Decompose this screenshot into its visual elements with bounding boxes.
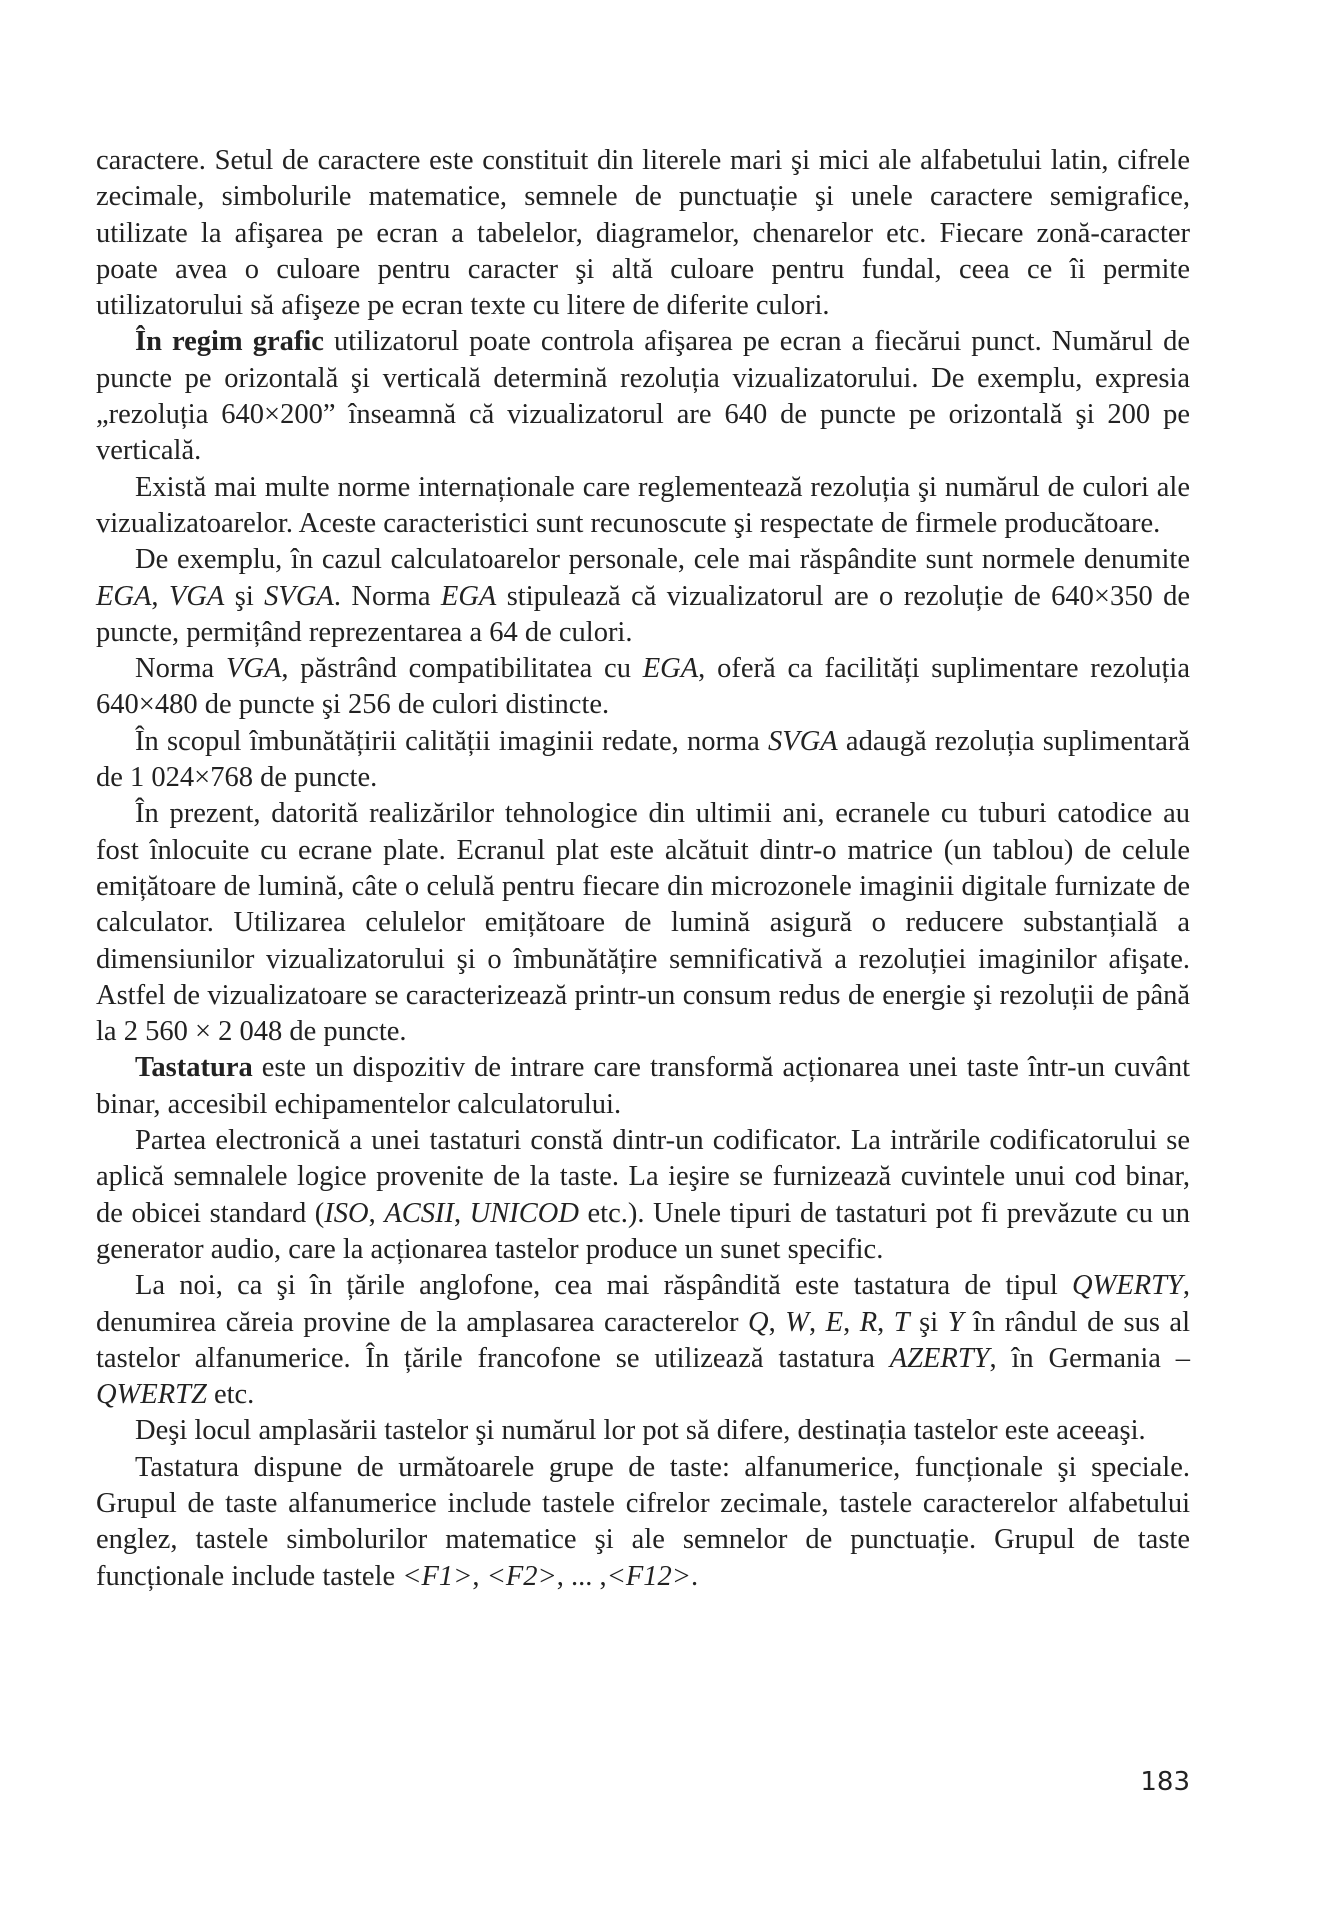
- term-ega: EGA: [440, 580, 497, 612]
- term-key-f2: <F2>: [486, 1560, 557, 1592]
- text-run: ,: [809, 1306, 826, 1338]
- text-run: utilizatorul poate controla afişarea pe ecran a fiecărui punct. Numărul de puncte pe orizontală şi verticală determină rezoluția vizualizatorului. De exemplu, expresia „rezoluția 640×200” înseamnă că vizualizatorul are 640 de puncte pe orizontală şi 200 pe verticală.: [96, 326, 1191, 467]
- text-run: La noi, ca şi în țările anglofone, cea mai răspândită este tastatura de tipul: [135, 1270, 1073, 1302]
- paragraph-keyboard: [96, 1050, 1190, 1123]
- term-qwerty: QWERTY: [1072, 1270, 1183, 1302]
- text-run: Există mai multe norme internaționale care reglementează rezoluția şi numărul de culori ale vizualizatoarelor. Aceste caracteristici sunt recunoscute şi respectate de firmele producătoare.: [96, 471, 1190, 539]
- term-key-y: Y: [947, 1306, 964, 1338]
- paragraph-svga-norm: [96, 724, 1190, 797]
- text-run: . Norma: [333, 580, 441, 612]
- term-ega: EGA: [96, 580, 152, 612]
- term-iso: ISO: [324, 1197, 369, 1229]
- term-unicod: UNICOD: [469, 1197, 579, 1229]
- text-run: ,: [877, 1306, 894, 1338]
- text-run: Norma: [135, 653, 226, 685]
- term-key-t: T: [893, 1306, 910, 1338]
- term-key-f1: <F1>: [402, 1560, 473, 1592]
- text-run: etc.: [206, 1379, 255, 1411]
- text-run: şi: [909, 1306, 948, 1338]
- paragraph-key-destination: [96, 1413, 1190, 1449]
- text-run: caractere. Setul de caractere este constituit din literele mari şi mici ale alfabetului latin, cifrele zecimale, simbolurile matematice, semnele de punctuație şi unele caractere semigrafice, utilizate la afişarea pe ecran a tabelelor, diagramelor, chenarelor etc. Fiecare zonă-caracter poate avea o culoare pentru caracter şi altă culoare pentru fundal, ceea ce îi permite utilizatorului să afişeze pe ecran texte cu litere de diferite culori.: [96, 145, 1190, 322]
- text-run: şi: [224, 580, 265, 612]
- page-number: 183: [1140, 1767, 1190, 1797]
- term-keyboard: Tastatura: [135, 1052, 253, 1084]
- term-ega: EGA: [642, 653, 699, 685]
- text-run: , păstrând compatibilitatea cu: [281, 653, 643, 685]
- term-key-w: W: [785, 1306, 810, 1338]
- page-body: [96, 143, 1190, 1595]
- term-graphic-mode: În regim grafic: [135, 326, 324, 358]
- text-run: adaugă rezoluția suplimentară de 1 024×768 de puncte.: [96, 725, 1190, 794]
- text-run: etc.). Unele tipuri de tastaturi pot fi prevăzute cu un generator audio, care la acționarea tastelor produce un sunet specific.: [96, 1197, 1191, 1265]
- text-run: ,: [151, 580, 169, 612]
- term-svga: SVGA: [264, 580, 334, 612]
- paragraph-keyboard-encoder: [96, 1123, 1190, 1268]
- paragraph-flat-screens: [96, 796, 1190, 1050]
- text-run: , denumirea căreia provine de la amplasarea caracterelor: [96, 1270, 1190, 1338]
- text-run: ,: [368, 1197, 385, 1229]
- term-vga: VGA: [168, 580, 225, 612]
- term-vga: VGA: [225, 653, 282, 685]
- term-key-f12: <F12>: [606, 1560, 691, 1592]
- text-run: ,: [768, 1306, 786, 1338]
- text-run: De exemplu, în cazul calculatoarelor personale, cele mai răspândite sunt normele denumite: [135, 544, 1190, 576]
- paragraph-vga-norm: [96, 651, 1190, 724]
- text-run: , în Germania –: [989, 1342, 1190, 1374]
- text-run: stipulează că vizualizatorul are o rezoluție de 640×350 de puncte, permițând reprezentarea a 64 de culori.: [96, 580, 1190, 648]
- text-run: , ... ,: [556, 1560, 607, 1592]
- text-run: în rândul de sus al tastelor alfanumerice. În țările francofone se utilizează tastatura: [96, 1306, 1190, 1374]
- text-run: Tastatura dispune de următoarele grupe de taste: alfanumerice, funcționale şi speciale. Grupul de taste alfanumerice include tastele cifrelor zecimale, tastele caracterelor alfabetului englez, tastele simbolurilor matematice şi ale semnelor de punctuație. Grupul de taste funcționale include tastele: [96, 1451, 1190, 1592]
- text-run: Partea electronică a unei tastaturi constă dintr-un codificator. La intrările codificatorului se aplică semnalele logice provenite de la taste. La ieşire se furnizează cuvintele unui cod binar, de obicei standard (: [96, 1125, 1190, 1229]
- paragraph-key-groups: [96, 1450, 1190, 1595]
- text-run: ,: [472, 1560, 487, 1592]
- paragraph-keyboard-layouts: [96, 1268, 1190, 1413]
- text-run: ,: [843, 1306, 860, 1338]
- text-run: .: [691, 1560, 699, 1592]
- text-run: este un dispozitiv de intrare care transformă acționarea unei taste într-un cuvânt binar, accesibil echipamentelor calculatorului.: [96, 1052, 1190, 1120]
- paragraph-graphic-mode: [96, 324, 1190, 469]
- paragraph-ega-vga-svga: [96, 542, 1190, 651]
- term-key-r: R: [859, 1306, 878, 1338]
- term-key-q: Q: [748, 1306, 769, 1338]
- term-svga: SVGA: [768, 725, 838, 757]
- term-key-e: E: [825, 1306, 844, 1338]
- term-acsii: ACSII: [384, 1197, 454, 1229]
- text-run: ,: [453, 1197, 470, 1229]
- text-run: Deşi locul amplasării tastelor şi numărul lor pot să difere, destinația tastelor este aceeaşi.: [135, 1415, 1146, 1447]
- term-qwertz: QWERTZ: [96, 1379, 207, 1411]
- paragraph-international-norms: [96, 470, 1190, 543]
- term-azerty: AZERTY: [889, 1342, 990, 1374]
- text-run: , oferă ca facilități suplimentare rezoluția 640×480 de puncte şi 256 de culori distincte.: [96, 653, 1191, 721]
- text-run: În prezent, datorită realizărilor tehnologice din ultimii ani, ecranele cu tuburi catodice au fost înlocuite cu ecrane plate. Ecranul plat este alcătuit dintr-o matrice (un tablou) de celule emițătoare de lumină, câte o celulă pentru fiecare din microzonele imaginii digitale furnizate de calculator. Utilizarea celulelor emițătoare de lumină asigură o reducere substanțială a dimensiunilor vizualizatorului şi o îmbunătățire semnificativă a rezoluției imaginilor afişate. Astfel de vizualizatoare se caracterizează printr-un consum redus de energie şi rezoluții de până la 2 560 × 2 048 de puncte.: [96, 798, 1190, 1048]
- text-run: În scopul îmbunătățirii calității imaginii redate, norma: [135, 725, 769, 757]
- paragraph-character-set: [96, 143, 1190, 324]
